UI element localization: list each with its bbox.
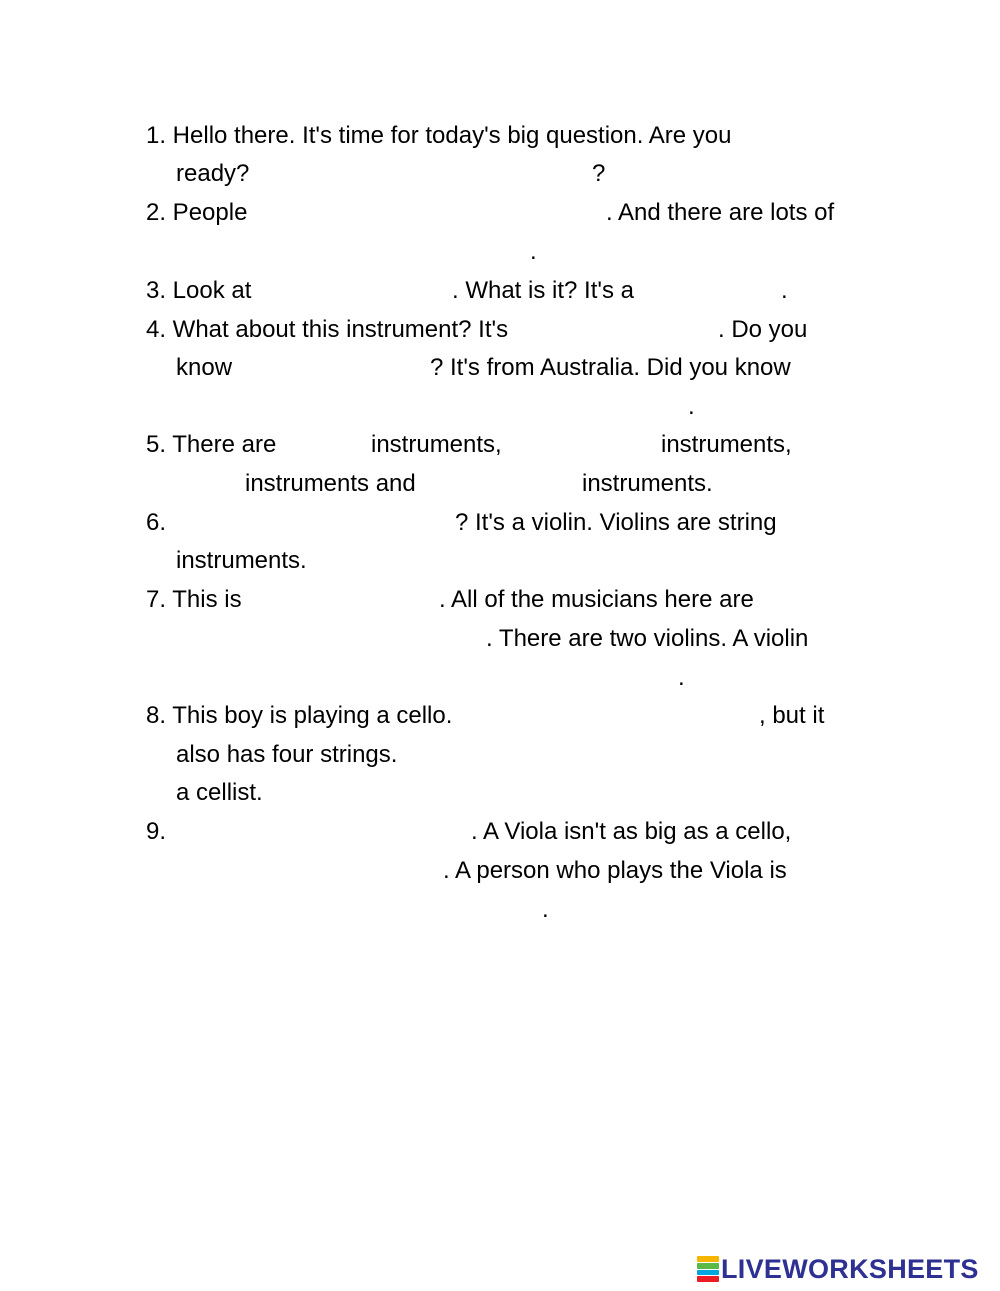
- q4-line2-end: ? It's from Australia. Did you know: [430, 354, 791, 381]
- q8-line1-end: , but it: [759, 702, 825, 729]
- q3-blank-1[interactable]: [266, 276, 450, 306]
- q2-blank-2[interactable]: [176, 237, 528, 267]
- q6-number: 6.: [146, 509, 167, 536]
- q5-line1-end: instruments,: [661, 431, 792, 458]
- logo-text: LIVEWORKSHEETS: [721, 1253, 979, 1284]
- q4-blank-1[interactable]: [566, 315, 716, 345]
- q8-line3: a cellist.: [176, 779, 263, 806]
- q3-blank-2[interactable]: [660, 276, 778, 306]
- q1-line2-end: ?: [592, 160, 606, 187]
- q6-line2: instruments.: [176, 547, 307, 574]
- q9-line3-end: .: [542, 896, 549, 923]
- q5-blank-4[interactable]: [444, 469, 578, 499]
- q1-line2-text: ready?: [176, 160, 250, 187]
- q1-blank-1[interactable]: [262, 159, 590, 189]
- q9-number: 9.: [146, 818, 167, 845]
- q2-line1-text: 2. People: [146, 199, 248, 226]
- q3-text-c: .: [781, 277, 788, 304]
- q8-line2: also has four strings.: [176, 741, 398, 768]
- q1-line1: 1. Hello there. It's time for today's big question. Are you: [146, 122, 732, 149]
- q9-blank-2[interactable]: [176, 856, 438, 886]
- q5-line1-text: 5. There are: [146, 431, 277, 458]
- q9-blank-1[interactable]: [176, 817, 466, 847]
- q5-blank-3[interactable]: [176, 469, 240, 499]
- q4-blank-2[interactable]: [244, 353, 426, 383]
- q7-line2-end: . There are two violins. A violin: [486, 625, 809, 652]
- q6-blank-1[interactable]: [176, 508, 452, 538]
- liveworksheets-logo: [697, 1254, 979, 1284]
- q5-blank-2[interactable]: [526, 430, 656, 460]
- q5-line2-end: instruments.: [582, 470, 713, 497]
- q8-blank-2[interactable]: [424, 740, 784, 770]
- q2-line1-end: . And there are lots of: [606, 199, 835, 226]
- q7-line1-end: . All of the musicians here are: [439, 586, 754, 613]
- q7-blank-1[interactable]: [252, 585, 436, 615]
- q9-blank-3[interactable]: [176, 895, 540, 925]
- q4-line1-end: . Do you: [718, 316, 808, 343]
- q5-line1-mid: instruments,: [371, 431, 502, 458]
- q9-line1-end: . A Viola isn't as big as a cello,: [471, 818, 792, 845]
- q4-line2-text: know: [176, 354, 233, 381]
- q8-blank-1[interactable]: [486, 701, 756, 731]
- q9-line2-end: . A person who plays the Viola is: [443, 857, 787, 884]
- q7-line3-end: .: [678, 664, 685, 691]
- q4-blank-3[interactable]: [176, 392, 684, 422]
- q2-blank-1[interactable]: [262, 198, 602, 228]
- liveworksheets-logo-icon: [697, 1256, 719, 1282]
- q4-line3-end: .: [688, 393, 695, 420]
- q8-line1-text: 8. This boy is playing a cello.: [146, 702, 453, 729]
- q3-text-a: 3. Look at: [146, 277, 252, 304]
- q3-text-b: . What is it? It's a: [452, 277, 634, 304]
- q7-line1-text: 7. This is: [146, 586, 242, 613]
- q7-blank-2[interactable]: [176, 624, 482, 654]
- q4-line1-text: 4. What about this instrument? It's: [146, 316, 509, 343]
- q5-line2-mid: instruments and: [245, 470, 416, 497]
- q5-blank-1[interactable]: [294, 430, 366, 460]
- q2-line2-end: .: [530, 238, 537, 265]
- q6-line1-end: ? It's a violin. Violins are string: [455, 509, 777, 536]
- q7-blank-3[interactable]: [176, 663, 676, 693]
